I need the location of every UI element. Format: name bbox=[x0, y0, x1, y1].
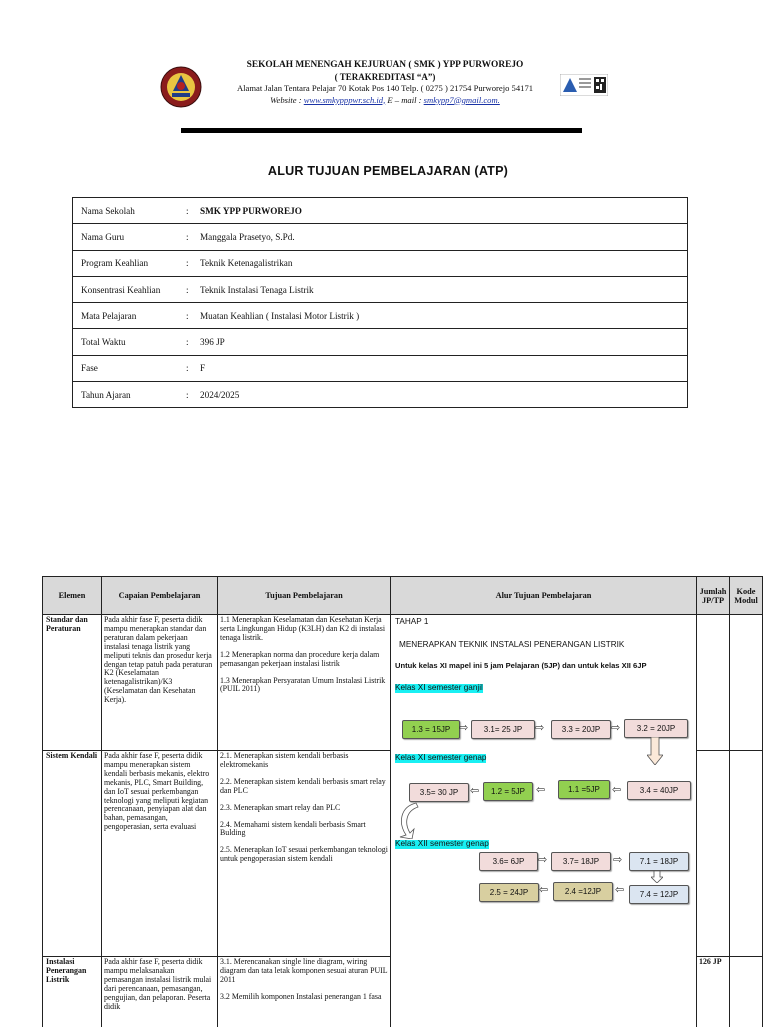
info-row bbox=[73, 276, 688, 302]
left-arrow-icon: ⇦ bbox=[612, 784, 622, 796]
flow-heading: MENERAPKAN TEKNIK INSTALASI PENERANGAN LISTRIK bbox=[399, 640, 625, 649]
info-row bbox=[73, 382, 688, 408]
atp-row bbox=[43, 615, 763, 751]
tujuan-item: 1.3 Menerapkan Persyaratan Umum Instalasi Listrik (PUIL 2011) bbox=[220, 675, 386, 694]
kode-cell bbox=[730, 751, 763, 957]
info-separator: : bbox=[180, 329, 192, 355]
node-3-3: 3.3 = 20JP bbox=[551, 720, 611, 739]
jumlah-cell bbox=[697, 615, 730, 751]
info-value: Teknik Instalasi Tenaga Listrik bbox=[192, 276, 688, 302]
left-arrow-icon: ⇦ bbox=[536, 784, 546, 796]
info-row bbox=[73, 224, 688, 250]
elemen-cell: Instalasi Penerangan Listrik bbox=[43, 957, 102, 1027]
right-arrow-icon: ⇨ bbox=[535, 722, 545, 734]
info-row bbox=[73, 329, 688, 355]
tujuan-item: 2.5. Menerapkan IoT sesuai perkembangan teknologi untuk pengoperasian sistem kendali bbox=[220, 845, 388, 864]
tujuan-item: 1.2 Menerapkan norma dan procedure kerja dalam pemasangan pekerjaan instalasi listrik bbox=[220, 649, 380, 668]
header-kode: Kode Modul bbox=[730, 577, 763, 615]
school-address: Alamat Jalan Tentara Pelajar 70 Kotak Pos 140 Telp. ( 0275 ) 21754 Purworejo 54171 bbox=[236, 83, 534, 93]
node-7-1: 7.1 = 18JP bbox=[629, 852, 689, 871]
down-arrow-icon bbox=[647, 737, 663, 765]
info-separator: : bbox=[180, 276, 192, 302]
info-value: 396 JP bbox=[192, 329, 688, 355]
info-label: Nama Sekolah bbox=[73, 198, 181, 224]
flow-subheading: Untuk kelas XI mapel ini 5 jam Pelajaran (5JP) dan untuk kelas XII 6JP bbox=[395, 661, 647, 670]
capaian-cell: Pada akhir fase F, peserta didik mampu menerapkan standar dan peraturan dalam pekerjaan instalasi tenaga listrik yang meliputi teknis dan prosedur kerja dengan tetap patuh pada peraturan K2 (Keselamatan ketenagalistrikan)/K3 (Keselamatan dan Kesehatan Kerja). bbox=[102, 615, 218, 751]
node-3-7: 3.7= 18JP bbox=[551, 852, 611, 871]
header-elemen: Elemen bbox=[43, 577, 102, 615]
kode-cell bbox=[730, 615, 763, 751]
elemen-cell: Standar dan Peraturan bbox=[43, 615, 102, 751]
info-label: Tahun Ajaran bbox=[73, 382, 181, 408]
certification-badge bbox=[560, 74, 608, 96]
node-3-1: 3.1= 25 JP bbox=[471, 720, 535, 739]
header-tujuan: Tujuan Pembelajaran bbox=[218, 577, 391, 615]
node-3-5: 3.5= 30 JP bbox=[409, 783, 469, 802]
node-1-3: 1.3 = 15JP bbox=[402, 720, 460, 739]
right-arrow-icon: ⇨ bbox=[611, 722, 621, 734]
header-jumlah: Jumlah JP/TP bbox=[697, 577, 730, 615]
info-label: Total Waktu bbox=[73, 329, 181, 355]
info-value: 2024/2025 bbox=[192, 382, 688, 408]
flow-diagram bbox=[391, 615, 696, 1027]
tujuan-item: 2.2. Menerapkan sistem kendali berbasis smart relay dan PLC bbox=[220, 776, 386, 795]
jumlah-cell: 126 JP bbox=[697, 957, 730, 1027]
info-separator: : bbox=[180, 224, 192, 250]
info-value: Muatan Keahlian ( Instalasi Motor Listrik ) bbox=[192, 303, 688, 329]
info-separator: : bbox=[180, 198, 192, 224]
node-1-2: 1.2 = 5JP bbox=[483, 782, 533, 801]
info-separator: : bbox=[180, 382, 192, 408]
school-name: SEKOLAH MENENGAH KEJURUAN ( SMK ) YPP PURWOREJO bbox=[246, 60, 524, 70]
node-7-4: 7.4 = 12JP bbox=[629, 885, 689, 904]
node-1-1: 1.1 =5JP bbox=[558, 780, 610, 799]
right-arrow-icon: ⇨ bbox=[538, 854, 548, 866]
tujuan-item: 1.1 Menerapkan Keselamatan dan Kesehatan Kerja serta Lingkungan Hidup (K3LH) dan K2 di instalasi tenaga listrik. bbox=[220, 615, 386, 642]
letterhead bbox=[205, 60, 565, 106]
info-value: F bbox=[192, 355, 688, 381]
left-arrow-icon: ⇦ bbox=[539, 884, 549, 896]
semester-label-3: Kelas XII semester genap bbox=[395, 839, 489, 848]
accreditation: ( TERAKREDITASI “A”) bbox=[334, 71, 436, 82]
tujuan-cell bbox=[218, 751, 391, 957]
atp-table bbox=[42, 576, 763, 1027]
website-label: Website : bbox=[270, 94, 304, 105]
node-3-2: 3.2 = 20JP bbox=[624, 719, 688, 738]
node-2-5: 2.5 = 24JP bbox=[479, 883, 539, 902]
header-alur: Alur Tujuan Pembelajaran bbox=[391, 577, 697, 615]
tujuan-cell bbox=[218, 615, 391, 751]
alur-cell bbox=[391, 615, 697, 1027]
tujuan-item: 3.1. Merencanakan single line diagram, wiring diagram dan tata letak komponen sesuai aturan PUIL 2011 bbox=[220, 957, 388, 984]
info-value: Teknik Ketenagalistrikan bbox=[192, 250, 688, 276]
info-label: Mata Pelajaran bbox=[73, 303, 181, 329]
left-arrow-icon: ⇦ bbox=[470, 785, 480, 797]
node-2-4: 2.4 =12JP bbox=[553, 882, 613, 901]
email-label: E – mail : bbox=[385, 94, 424, 105]
info-separator: : bbox=[180, 355, 192, 381]
info-row bbox=[73, 198, 688, 224]
semester-label-2: Kelas XI semester genap bbox=[395, 753, 487, 762]
email-link[interactable]: smkypp7@gmail.com. bbox=[423, 94, 500, 105]
tujuan-item: 2.3. Menerapkan smart relay dan PLC bbox=[220, 802, 341, 812]
info-separator: : bbox=[180, 303, 192, 329]
website-link[interactable]: www.smkypppwr.sch.id, bbox=[303, 94, 386, 105]
document-title: ALUR TUJUAN PEMBELAJARAN (ATP) bbox=[267, 164, 509, 178]
down-arrow-icon bbox=[651, 871, 663, 883]
school-info-table bbox=[72, 197, 688, 408]
info-label: Fase bbox=[73, 355, 181, 381]
info-row bbox=[73, 355, 688, 381]
contact-line bbox=[205, 95, 565, 107]
school-logo bbox=[160, 66, 202, 108]
info-value: Manggala Prasetyo, S.Pd. bbox=[192, 224, 688, 250]
info-row bbox=[73, 303, 688, 329]
info-label: Nama Guru bbox=[73, 224, 181, 250]
curved-arrow-icon bbox=[396, 801, 420, 839]
info-label: Konsentrasi Keahlian bbox=[73, 276, 181, 302]
tujuan-item: 3.2 Memilih komponen Instalasi penerangan 1 fasa bbox=[220, 991, 382, 1001]
left-arrow-icon: ⇦ bbox=[615, 884, 625, 896]
node-3-6: 3.6= 6JP bbox=[479, 852, 538, 871]
capaian-cell: Pada akhir fase F, peserta didik mampu melaksanakan pemasangan instalasi listrik mulai dari perencanaan, pemasangan, pengujian, dan pelaporan. Peserta didik bbox=[102, 957, 218, 1027]
semester-label-1: Kelas XI semester ganjil bbox=[395, 683, 483, 692]
letterhead-divider bbox=[181, 128, 582, 133]
header-capaian: Capaian Pembelajaran bbox=[102, 577, 218, 615]
flow-stage: TAHAP 1 bbox=[395, 617, 429, 626]
tujuan-item: 2.4. Memahami sistem kendali berbasis Smart Bulding bbox=[220, 819, 366, 838]
elemen-cell: Sistem Kendali bbox=[43, 751, 102, 957]
node-3-4: 3.4 = 40JP bbox=[627, 781, 691, 800]
tujuan-cell bbox=[218, 957, 391, 1027]
info-separator: : bbox=[180, 250, 192, 276]
jumlah-cell bbox=[697, 751, 730, 957]
info-label: Program Keahlian bbox=[73, 250, 181, 276]
kode-cell bbox=[730, 957, 763, 1027]
capaian-cell: Pada akhir fase F, peserta didik mampu menerapkan sistem kendali berbasis mekanis, elektro mekanis, PLC, Smart Building, dan IoT sesuai perkembangan teknologi yang meliputi kegiatan perencanaan, penyiapan alat dan bahan, pemasangan, pengoperasian, serta evaluasi bbox=[102, 751, 218, 957]
right-arrow-icon: ⇨ bbox=[613, 854, 623, 866]
info-row bbox=[73, 250, 688, 276]
tujuan-item: 2.1. Menerapkan sistem kendali berbasis elektromekanis bbox=[220, 751, 349, 769]
right-arrow-icon: ⇨ bbox=[459, 722, 469, 734]
info-value: SMK YPP PURWOREJO bbox=[192, 198, 688, 224]
